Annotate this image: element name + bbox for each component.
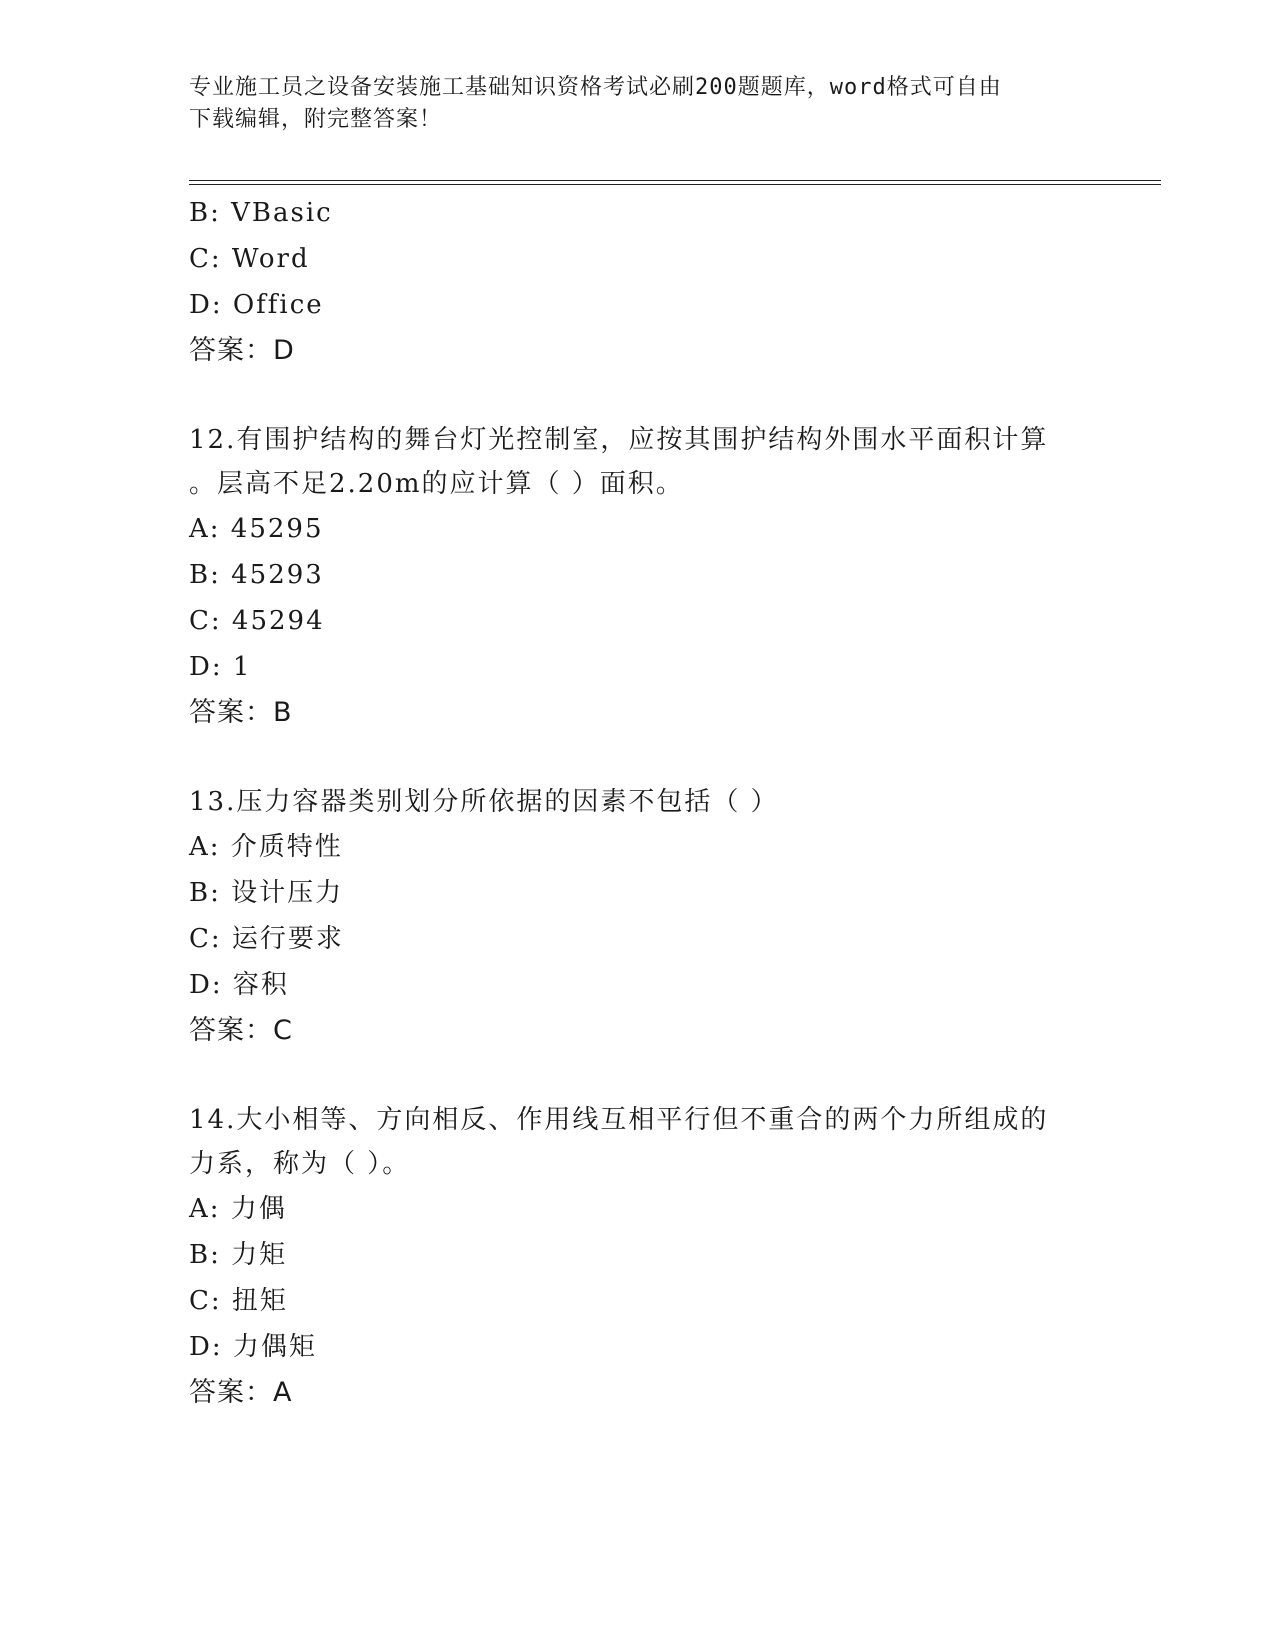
question-text-line-2: 力系，称为（ ）。: [189, 1149, 411, 1179]
spacer: [189, 1054, 1089, 1098]
option-a: A: 力偶: [189, 1194, 287, 1224]
option-c: C: Word: [189, 244, 310, 274]
option-b: B: 45293: [189, 560, 324, 590]
option-b: B: VBasic: [189, 198, 333, 228]
answer: 答案：D: [189, 335, 295, 366]
question-text-line-1: 14.大小相等、方向相反、作用线互相平行但不重合的两个力所组成的: [189, 1105, 1049, 1135]
option-d: D: 力偶矩: [189, 1332, 317, 1362]
option-d: D: 容积: [189, 970, 289, 1000]
answer: 答案：A: [189, 1377, 293, 1408]
option-b: B: 力矩: [189, 1240, 288, 1270]
question-list: [189, 190, 1089, 1416]
spacer: [189, 736, 1089, 780]
option-d: D: Office: [189, 290, 324, 320]
question-text-line-1: 12.有围护结构的舞台灯光控制室，应按其围护结构外围水平面积计算: [189, 425, 1049, 455]
spacer: [189, 374, 1089, 418]
header-divider-top: [189, 180, 1161, 181]
question-14: [189, 1098, 1089, 1416]
option-a: A: 45295: [189, 514, 324, 544]
option-c: C: 扭矩: [189, 1286, 288, 1316]
option-b: B: 设计压力: [189, 878, 344, 908]
document-header: [189, 72, 1089, 136]
header-line-1: 专业施工员之设备安装施工基础知识资格考试必刷200题题库，word格式可自由: [189, 75, 1002, 100]
option-d: D: 1: [189, 652, 252, 682]
header-divider-bottom: [189, 184, 1161, 185]
question-12: [189, 418, 1089, 736]
question-text-line-2: 。层高不足2.20m的应计算（ ）面积。: [189, 469, 684, 499]
option-a: A: 介质特性: [189, 832, 343, 862]
option-c: C: 45294: [189, 606, 325, 636]
answer: 答案：C: [189, 1015, 293, 1046]
question-13: [189, 780, 1089, 1054]
question-11: [189, 190, 1089, 374]
question-text-line-1: 13.压力容器类别划分所依据的因素不包括（ ）: [189, 787, 779, 817]
option-c: C: 运行要求: [189, 924, 344, 954]
header-line-2: 下载编辑，附完整答案！: [189, 107, 443, 132]
answer: 答案：B: [189, 697, 293, 728]
